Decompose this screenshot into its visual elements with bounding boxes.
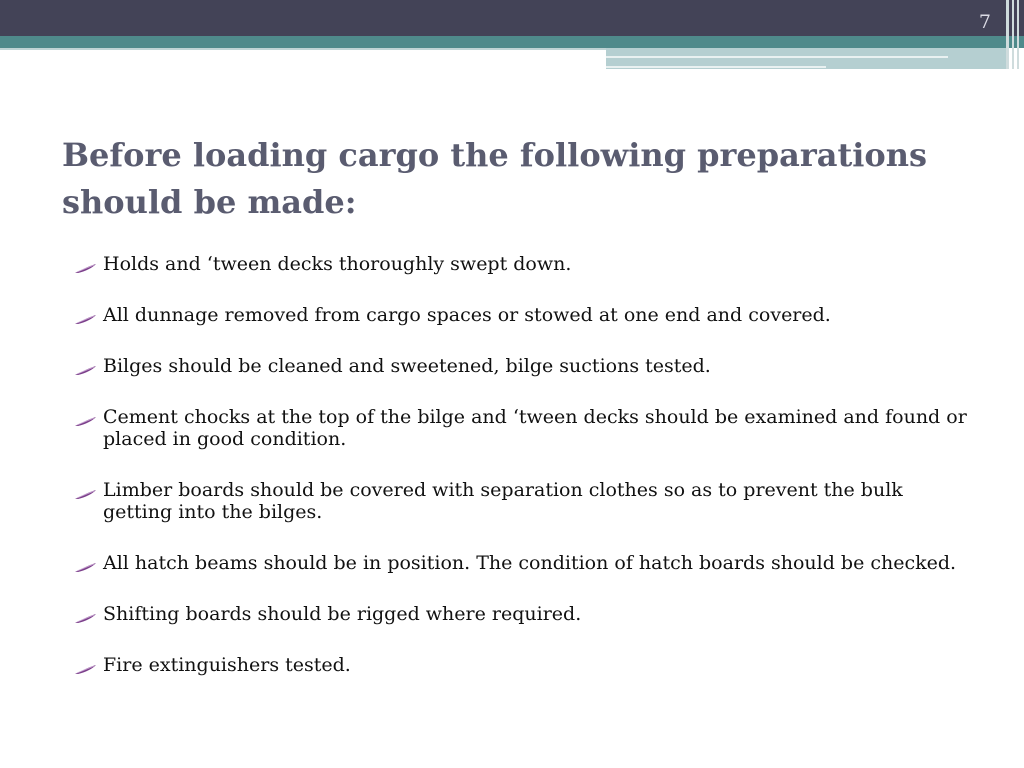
bullet-item	[74, 552, 974, 574]
feather-quill-icon	[74, 310, 98, 326]
header-vertical-bar	[1012, 0, 1014, 69]
header-accent-line	[606, 56, 948, 58]
feather-quill-icon	[74, 558, 98, 574]
feather-quill-icon	[74, 660, 98, 676]
bullet-item	[74, 355, 974, 377]
bullet-text: Fire extinguishers tested.	[103, 654, 351, 676]
feather-quill-icon	[74, 412, 98, 428]
bullet-item	[74, 406, 974, 450]
slide-number: 7	[978, 11, 991, 33]
header-vertical-bar	[1006, 0, 1009, 69]
bullet-item	[74, 253, 974, 275]
header-band-light	[0, 48, 606, 50]
feather-quill-icon	[74, 609, 98, 625]
slide-title: Before loading cargo the following preparations should be made:	[62, 136, 928, 221]
feather-quill-icon	[74, 259, 98, 275]
header-band-teal	[0, 36, 1024, 48]
bullet-text: Shifting boards should be rigged where required.	[103, 603, 582, 625]
header-band-dark	[0, 0, 1024, 36]
bullet-text: All hatch beams should be in position. The condition of hatch boards should be checked.	[103, 552, 957, 574]
bullet-list	[74, 253, 974, 705]
feather-quill-icon	[74, 485, 98, 501]
bullet-item	[74, 654, 974, 676]
header-vertical-bar	[1017, 0, 1019, 69]
bullet-text: Holds and ‘tween decks thoroughly swept down.	[103, 253, 572, 275]
feather-quill-icon	[74, 361, 98, 377]
bullet-item	[74, 304, 974, 326]
bullet-item	[74, 479, 974, 523]
bullet-text: Cement chocks at the top of the bilge and ‘tween decks should be examined and found or placed in good condition.	[103, 406, 967, 450]
bullet-text: Limber boards should be covered with separation clothes so as to prevent the bulk getting into the bilges.	[103, 479, 903, 523]
bullet-text: Bilges should be cleaned and sweetened, bilge suctions tested.	[103, 355, 711, 377]
bullet-item	[74, 603, 974, 625]
header-accent-line	[606, 66, 826, 68]
bullet-text: All dunnage removed from cargo spaces or stowed at one end and covered.	[103, 304, 831, 326]
